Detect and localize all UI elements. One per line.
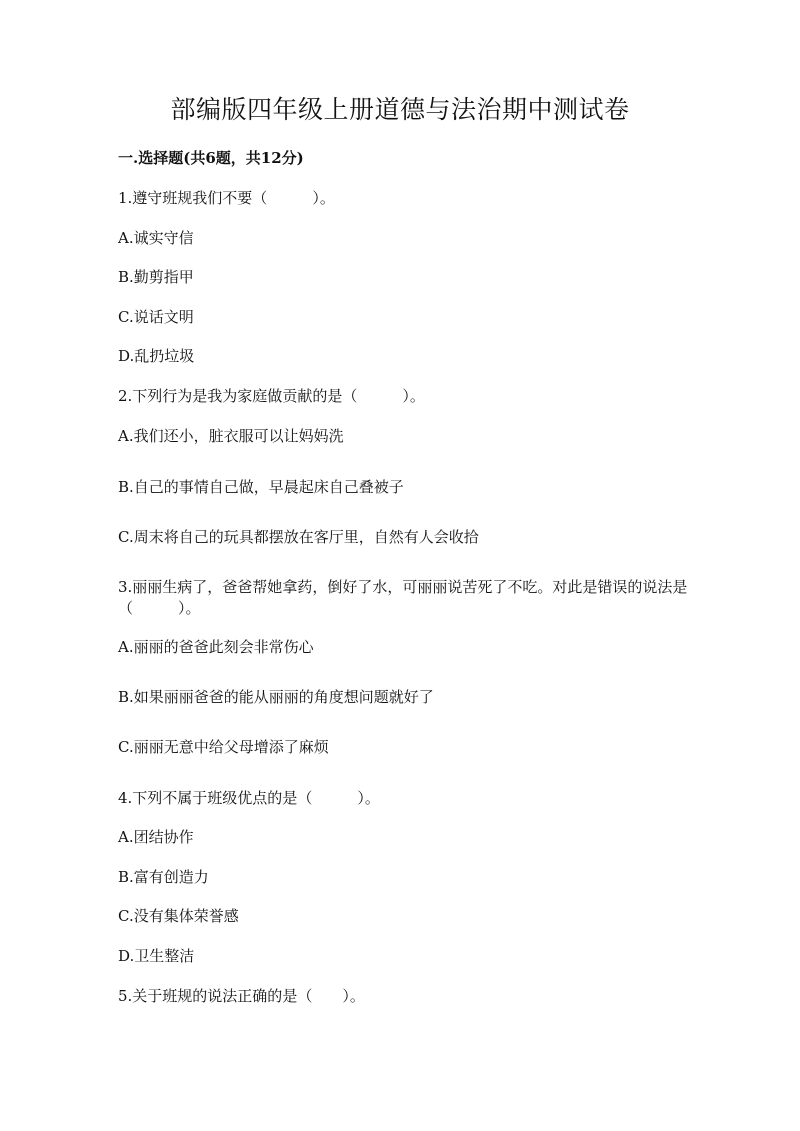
question-4-option-b: B.富有创造力 [118,868,209,886]
question-1-option-d: D.乱扔垃圾 [118,347,195,365]
question-3-option-c: C.丽丽无意中给父母增添了麻烦 [118,738,329,756]
question-1-option-b: B.勤剪指甲 [118,268,194,286]
question-4-option-d: D.卫生整洁 [118,947,195,965]
question-3-option-b: B.如果丽丽爸爸的能从丽丽的角度想问题就好了 [118,688,434,706]
question-2-option-a: A.我们还小，脏衣服可以让妈妈洗 [118,427,344,445]
question-2-option-b: B.自己的事情自己做，早晨起床自己叠被子 [118,478,404,496]
question-5-stem: 5.关于班规的说法正确的是（ ）。 [118,987,365,1005]
question-1-option-a: A.诚实守信 [118,229,194,247]
question-4-option-c: C.没有集体荣誉感 [118,907,239,925]
question-1-option-c: C.说话文明 [118,308,194,326]
question-3-option-a: A.丽丽的爸爸此刻会非常伤心 [118,638,314,656]
question-4-option-a: A.团结协作 [118,828,194,846]
question-4-stem: 4.下列不属于班级优点的是（ ）。 [118,789,380,807]
page-title: 部编版四年级上册道德与法治期中测试卷 [170,95,630,124]
question-2-option-c: C.周末将自己的玩具都摆放在客厅里，自然有人会收拾 [118,528,479,546]
question-1-stem: 1.遵守班规我们不要（ ）。 [118,189,335,207]
question-2-stem: 2.下列行为是我为家庭做贡献的是（ ）。 [118,387,425,405]
question-3-stem: 3.丽丽生病了，爸爸帮她拿药，倒好了水，可丽丽说苦死了不吃。对此是错误的说法是（ ）。 [118,578,688,617]
section-header: 一.选择题(共6题，共12分) [118,149,304,167]
